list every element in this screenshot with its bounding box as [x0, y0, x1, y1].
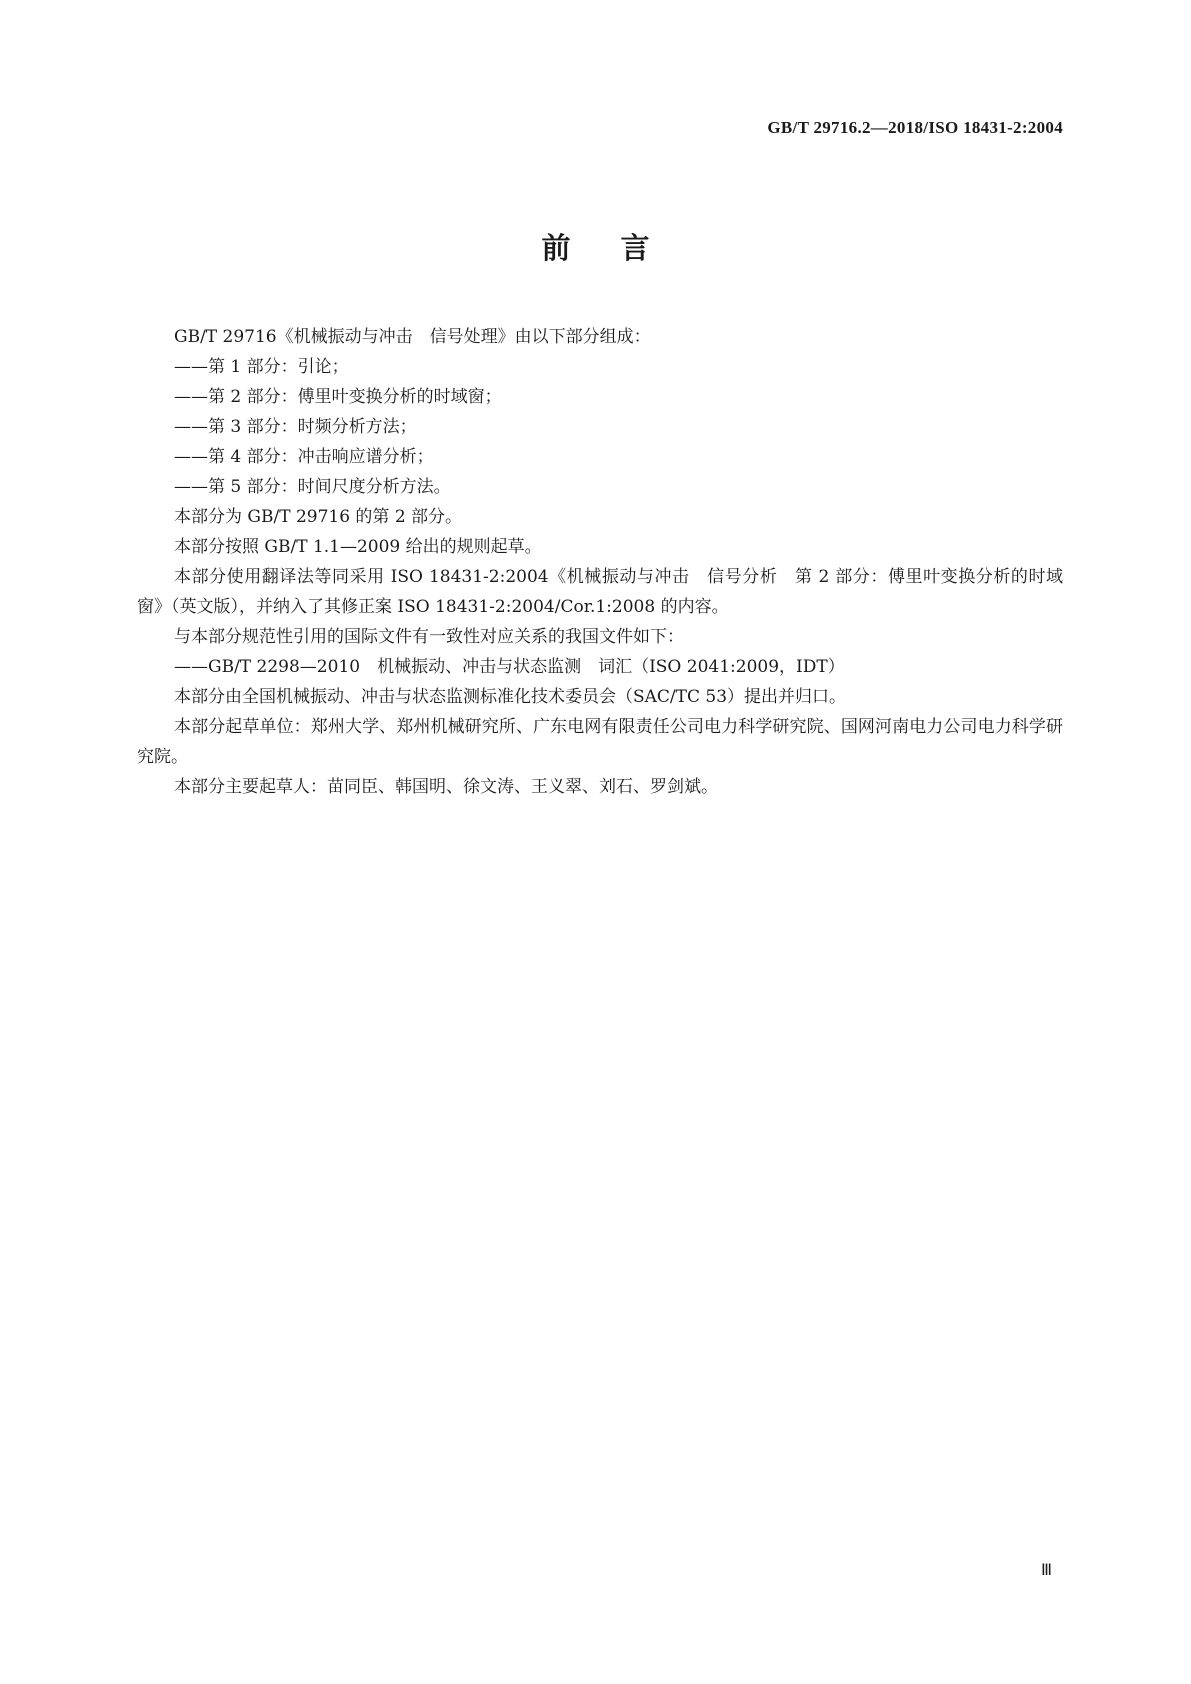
paragraph-drafting-units: 本部分起草单位：郑州大学、郑州机械研究所、广东电网有限责任公司电力科学研究院、国网河南电力公司电力科学研究院。	[137, 717, 1063, 767]
list-item-part-3: ——第 3 部分：时频分析方法；	[174, 417, 417, 437]
list-item-part-2: ——第 2 部分：傅里叶变换分析的时域窗；	[174, 387, 502, 407]
paragraph-part-statement: 本部分为 GB/T 29716 的第 2 部分。	[174, 507, 463, 527]
paragraph-proposer: 本部分由全国机械振动、冲击与状态监测标准化技术委员会（SAC/TC 53）提出并归口。	[174, 687, 847, 707]
paragraph-drafters: 本部分主要起草人：苗同臣、韩国明、徐文涛、王义翠、刘石、罗剑斌。	[174, 777, 718, 797]
paragraph-intro: GB/T 29716《机械振动与冲击 信号处理》由以下部分组成：	[174, 327, 651, 347]
paragraph-adoption: 本部分使用翻译法等同采用 ISO 18431-2:2004《机械振动与冲击 信号分析 第 2 部分：傅里叶变换分析的时域窗》（英文版），并纳入了其修正案 ISO 18431-2:2004/Cor.1:2008 的内容。	[137, 567, 1063, 617]
page-number: Ⅲ	[1040, 1562, 1052, 1579]
list-item-part-1: ——第 1 部分：引论；	[174, 357, 349, 377]
paragraph-drafting-rules: 本部分按照 GB/T 1.1—2009 给出的规则起草。	[174, 537, 542, 557]
paragraph-references-intro: 与本部分规范性引用的国际文件有一致性对应关系的我国文件如下：	[174, 627, 684, 647]
foreword-body	[137, 322, 1063, 802]
list-item-part-5: ——第 5 部分：时间尺度分析方法。	[174, 477, 451, 497]
list-item-part-4: ——第 4 部分：冲击响应谱分析；	[174, 447, 434, 467]
standard-number-header: GB/T 29716.2—2018/ISO 18431-2:2004	[767, 118, 1063, 137]
list-item-reference: ——GB/T 2298—2010 机械振动、冲击与状态监测 词汇（ISO 2041:2009，IDT）	[174, 657, 845, 677]
page-title: 前言	[541, 231, 700, 265]
